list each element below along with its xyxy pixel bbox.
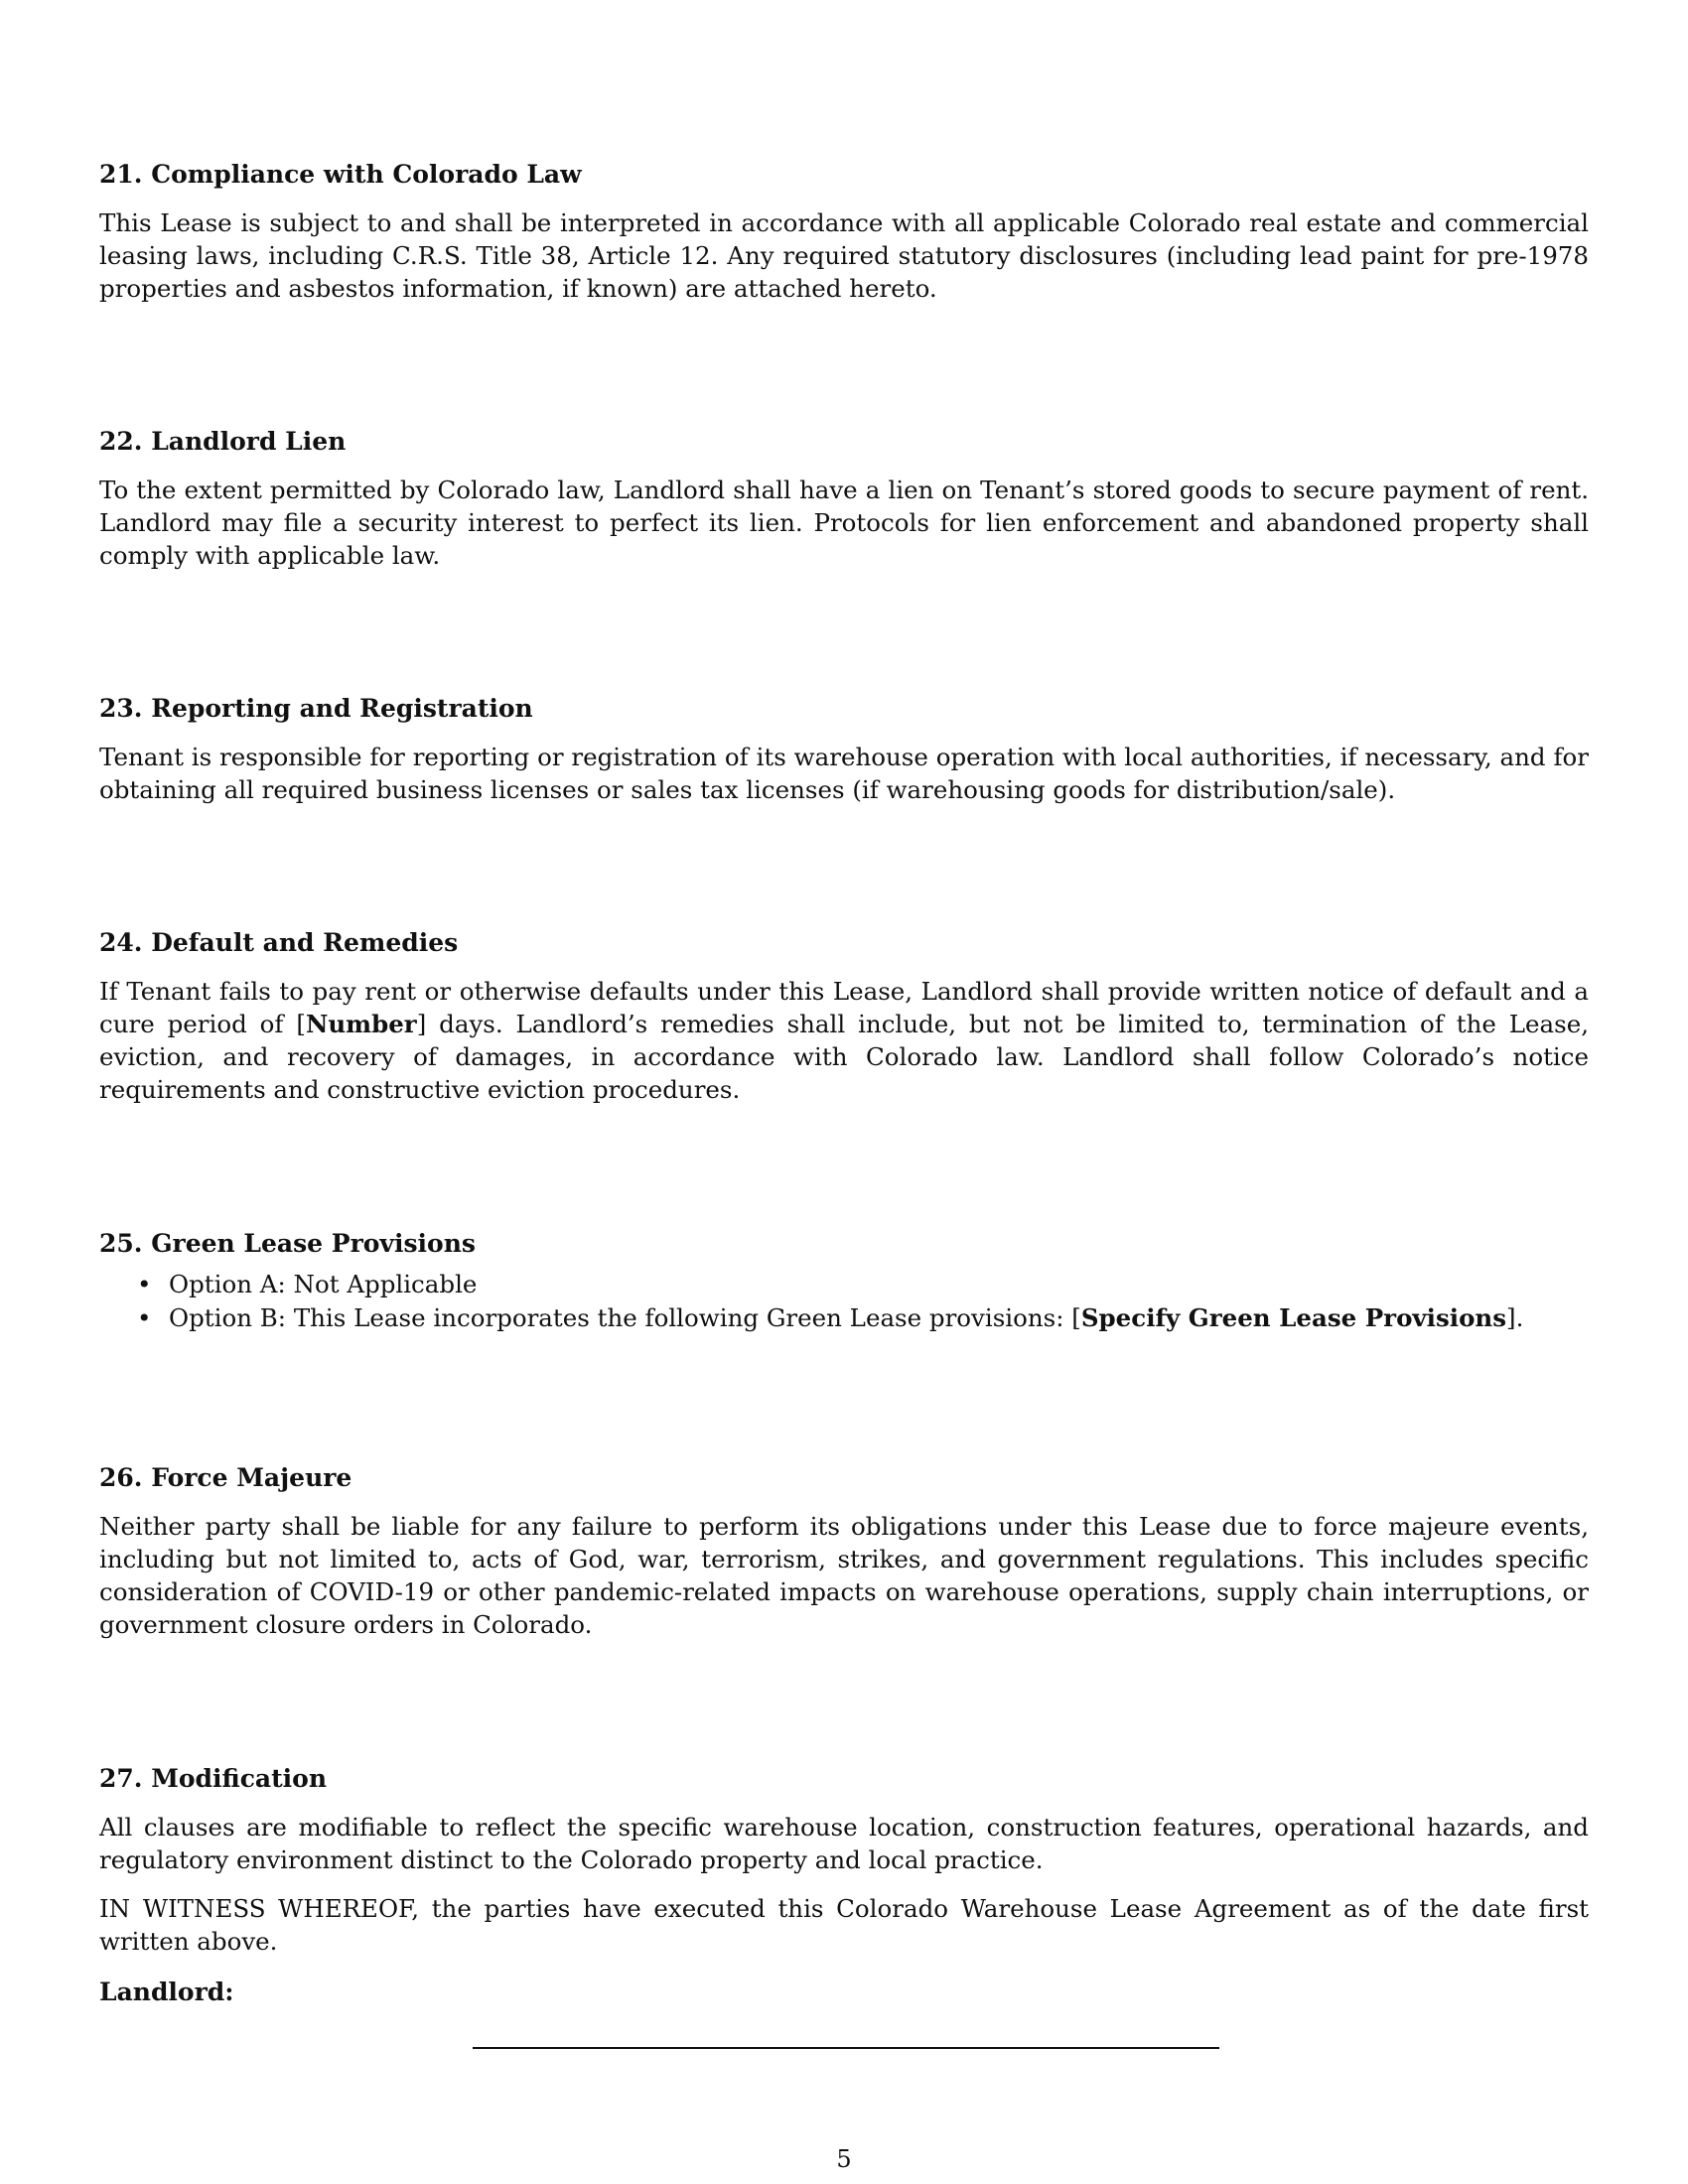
section-heading: 25. Green Lease Provisions (99, 1229, 476, 1258)
section-body: Neither party shall be liable for any failure to perform its obligations under this Lease due to force majeure events, including but not limited to, acts of God, war, terrorism, strikes, and government regulations. This includes specific consideration of COVID-19 or other pandemic-related impacts on warehouse operations, supply chain interruptions, or government closure orders in Colorado. (99, 1512, 1589, 1639)
section-heading: 27. Modification (99, 1764, 328, 1793)
list-item-option-a: • Option A: Not Applicable (137, 1268, 1589, 1301)
section-body: To the extent permitted by Colorado law, Landlord shall have a lien on Tenant’s stored goods to secure payment of rent. Landlord may file a security interest to perfect its lien. Protocols for lien enforcement and abandoned property shall comply with applicable law. (99, 476, 1589, 570)
list-item-option-b: • Option B: This Lease incorporates the following Green Lease provisions: [Specify Green Lease Provisions]. (137, 1301, 1589, 1335)
section-body: Tenant is responsible for reporting or registration of its warehouse operation with local authorities, if necessary, and for obtaining all required business licenses or sales tax licenses (if warehousing goods for distribution/sale). (99, 743, 1589, 804)
section-heading: 26. Force Majeure (99, 1463, 352, 1492)
options-list (99, 1268, 1589, 1335)
section-21 (99, 159, 1589, 305)
section-body: This Lease is subject to and shall be interpreted in accordance with all applicable Colorado real estate and commercial leasing laws, including C.R.S. Title 38, Article 12. Any required statutory disclosures (including lead paint for pre-1978 properties and asbestos information, if known) are attached hereto. (99, 208, 1589, 303)
section-22 (99, 426, 1589, 572)
placeholder-number: Number (305, 1010, 417, 1038)
section-24 (99, 927, 1589, 1106)
section-26 (99, 1462, 1589, 1641)
page-number: 5 (836, 2145, 852, 2173)
witness-statement: IN WITNESS WHEREOF, the parties have executed this Colorado Warehouse Lease Agreement as of the date first written above. (99, 1894, 1589, 1956)
section-25 (99, 1228, 1589, 1335)
signature-line (473, 2047, 1219, 2049)
section-heading: 24. Default and Remedies (99, 928, 459, 957)
signature-label-landlord: Landlord: (99, 1978, 234, 2006)
section-heading: 21. Compliance with Colorado Law (99, 160, 582, 189)
section-body: All clauses are modifiable to reflect the specific warehouse location, construction features, operational hazards, and regulatory environment distinct to the Colorado property and local practice. (99, 1813, 1589, 1874)
section-heading: 23. Reporting and Registration (99, 694, 533, 723)
bullet-icon: • (137, 1303, 152, 1332)
section-body: If Tenant fails to pay rent or otherwise defaults under this Lease, Landlord shall provide written notice of default and a cure period of [Number] days. Landlord’s remedies shall include, but not be limited to, termination of the Lease, eviction, and recovery of damages, in accordance with Colorado law. Landlord shall follow Colorado’s notice requirements and constructive eviction procedures. (99, 977, 1589, 1104)
bullet-icon: • (137, 1270, 152, 1298)
section-23 (99, 693, 1589, 806)
section-heading: 22. Landlord Lien (99, 427, 347, 456)
placeholder-green-provisions: Specify Green Lease Provisions (1080, 1303, 1507, 1332)
section-27 (99, 1763, 1589, 2008)
